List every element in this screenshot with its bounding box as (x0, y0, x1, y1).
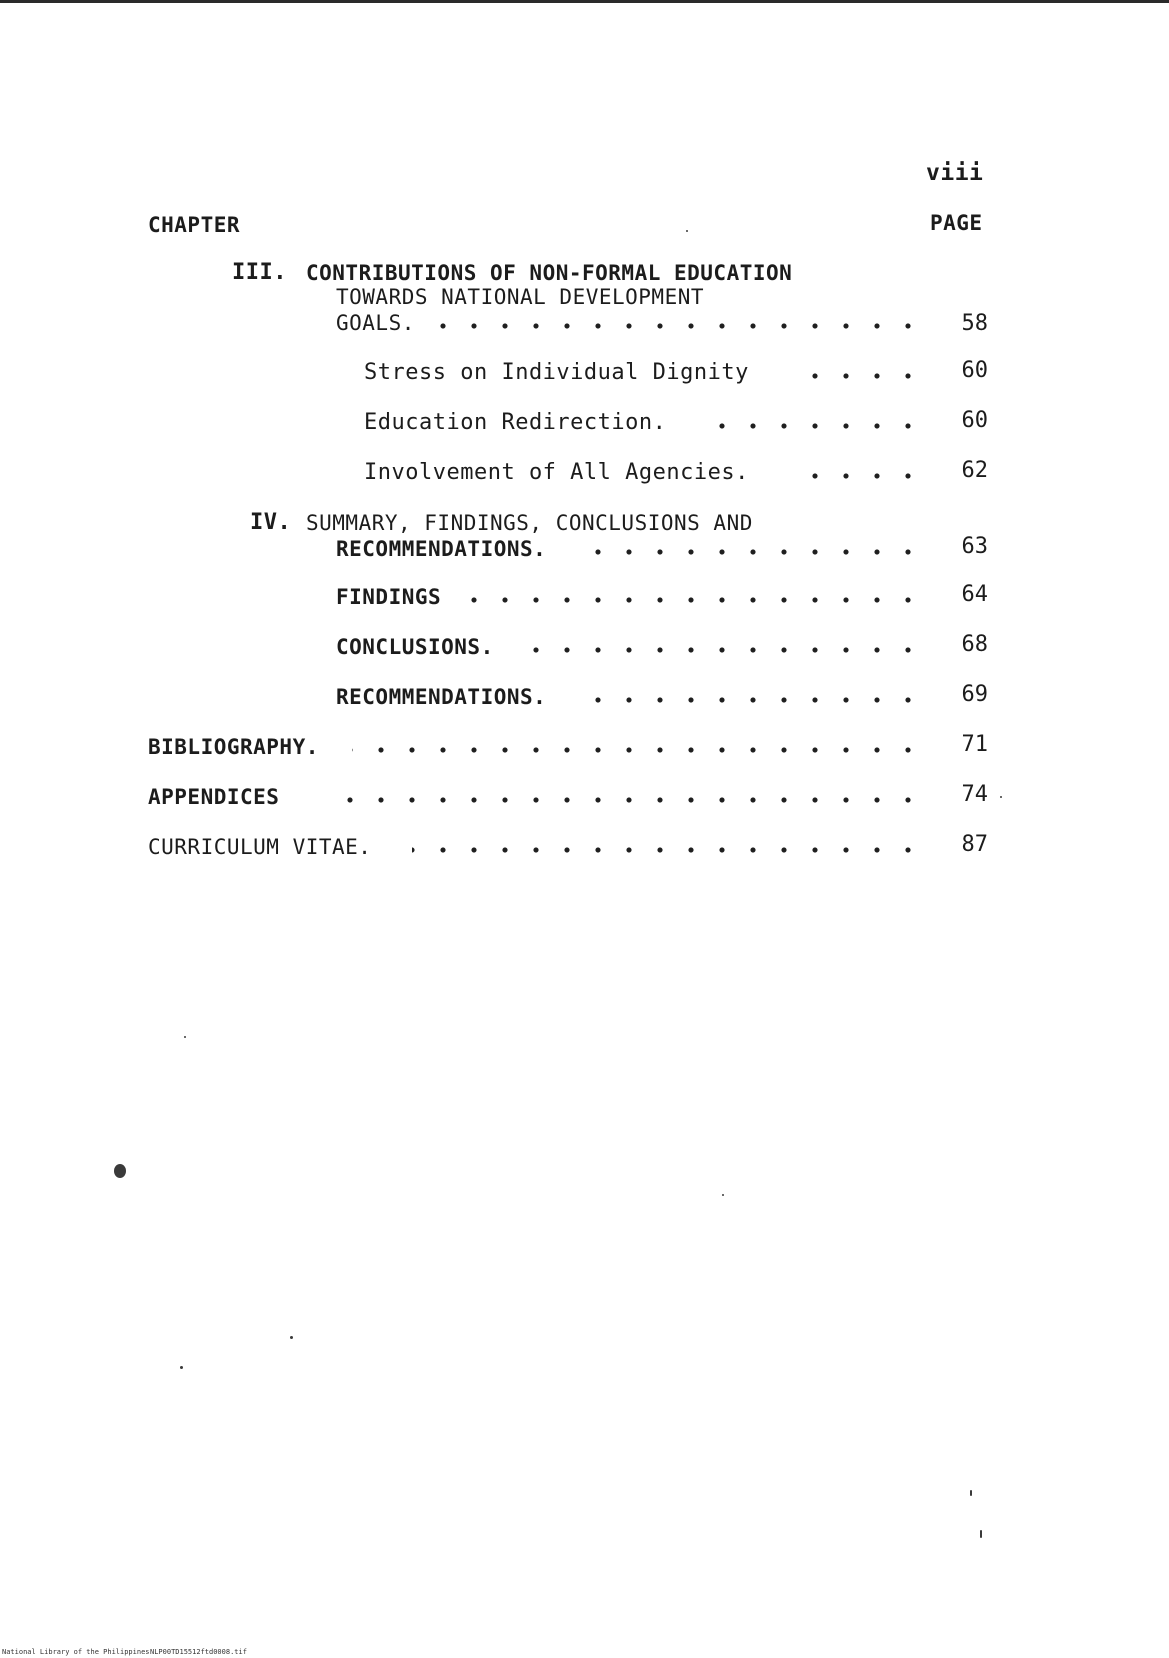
chapter-3-title-line1: CONTRIBUTIONS OF NON-FORMAL EDUCATION (306, 261, 793, 285)
bibliography-entry: BIBLIOGRAPHY. (148, 735, 319, 759)
chapter-4-numeral: IV. (250, 510, 292, 535)
curriculum-vitae-entry: CURRICULUM VITAE. (148, 835, 372, 859)
section-education-redirection: Education Redirection. (364, 410, 667, 435)
section-involvement-of-all-agencies: Involvement of All Agencies. (364, 460, 749, 485)
curriculum-vitae-page: 87 (961, 832, 988, 857)
scan-speck (184, 1036, 186, 1038)
scan-speck (290, 1336, 293, 1339)
bibliography-leader-dots (352, 744, 936, 756)
section-3-leader-dots (788, 470, 936, 482)
chapter-column-header: CHAPTER (148, 213, 241, 237)
scan-speck (980, 1530, 982, 1538)
footer-file-caption: NLP00TD15512ftd0008.tif (150, 1648, 247, 1656)
appendices-entry: APPENDICES (148, 785, 280, 809)
section-1-leader-dots (788, 370, 936, 382)
section-conclusions: CONCLUSIONS. (336, 635, 494, 659)
ink-spot-mark (114, 1164, 126, 1178)
bibliography-page: 71 (961, 732, 988, 757)
chapter-3-numeral: III. (232, 260, 287, 285)
chapter-4-title-line1: SUMMARY, FINDINGS, CONCLUSIONS AND (306, 511, 753, 535)
appendices-page: 74 (961, 782, 988, 807)
section-stress-on-individual-dignity: Stress on Individual Dignity (364, 360, 749, 385)
scan-speck (180, 1366, 183, 1369)
section-findings: FINDINGS (336, 585, 442, 609)
page-number: viii (926, 160, 984, 186)
chapter-4-title-line2: RECOMMENDATIONS. (336, 537, 547, 561)
page-column-header: PAGE (930, 211, 983, 235)
section-2-page: 60 (961, 408, 988, 433)
section-2-leader-dots (696, 420, 936, 432)
findings-page: 64 (961, 582, 988, 607)
findings-leader-dots (466, 594, 936, 606)
curriculum-vitae-leader-dots (412, 844, 936, 856)
chapter-3-title-line2: TOWARDS NATIONAL DEVELOPMENT (336, 285, 705, 309)
scan-speck (970, 1490, 972, 1496)
conclusions-leader-dots (526, 644, 936, 656)
recommendations-page: 69 (961, 682, 988, 707)
appendices-leader-dots (326, 794, 936, 806)
chapter-3-page: 58 (961, 311, 988, 336)
section-recommendations: RECOMMENDATIONS. (336, 685, 547, 709)
footer-library-caption: National Library of the Philippines (2, 1648, 150, 1656)
scan-speck (686, 230, 688, 232)
chapter-4-leader-dots (584, 546, 936, 558)
scan-speck (1000, 796, 1002, 798)
scan-top-edge (0, 0, 1169, 3)
chapter-4-page: 63 (961, 534, 988, 559)
section-1-page: 60 (961, 358, 988, 383)
conclusions-page: 68 (961, 632, 988, 657)
chapter-3-leader-dots (440, 320, 936, 332)
chapter-3-title-line3: GOALS. (336, 311, 415, 335)
section-3-page: 62 (961, 458, 988, 483)
scan-speck (722, 1194, 724, 1196)
recommendations-leader-dots (588, 694, 936, 706)
